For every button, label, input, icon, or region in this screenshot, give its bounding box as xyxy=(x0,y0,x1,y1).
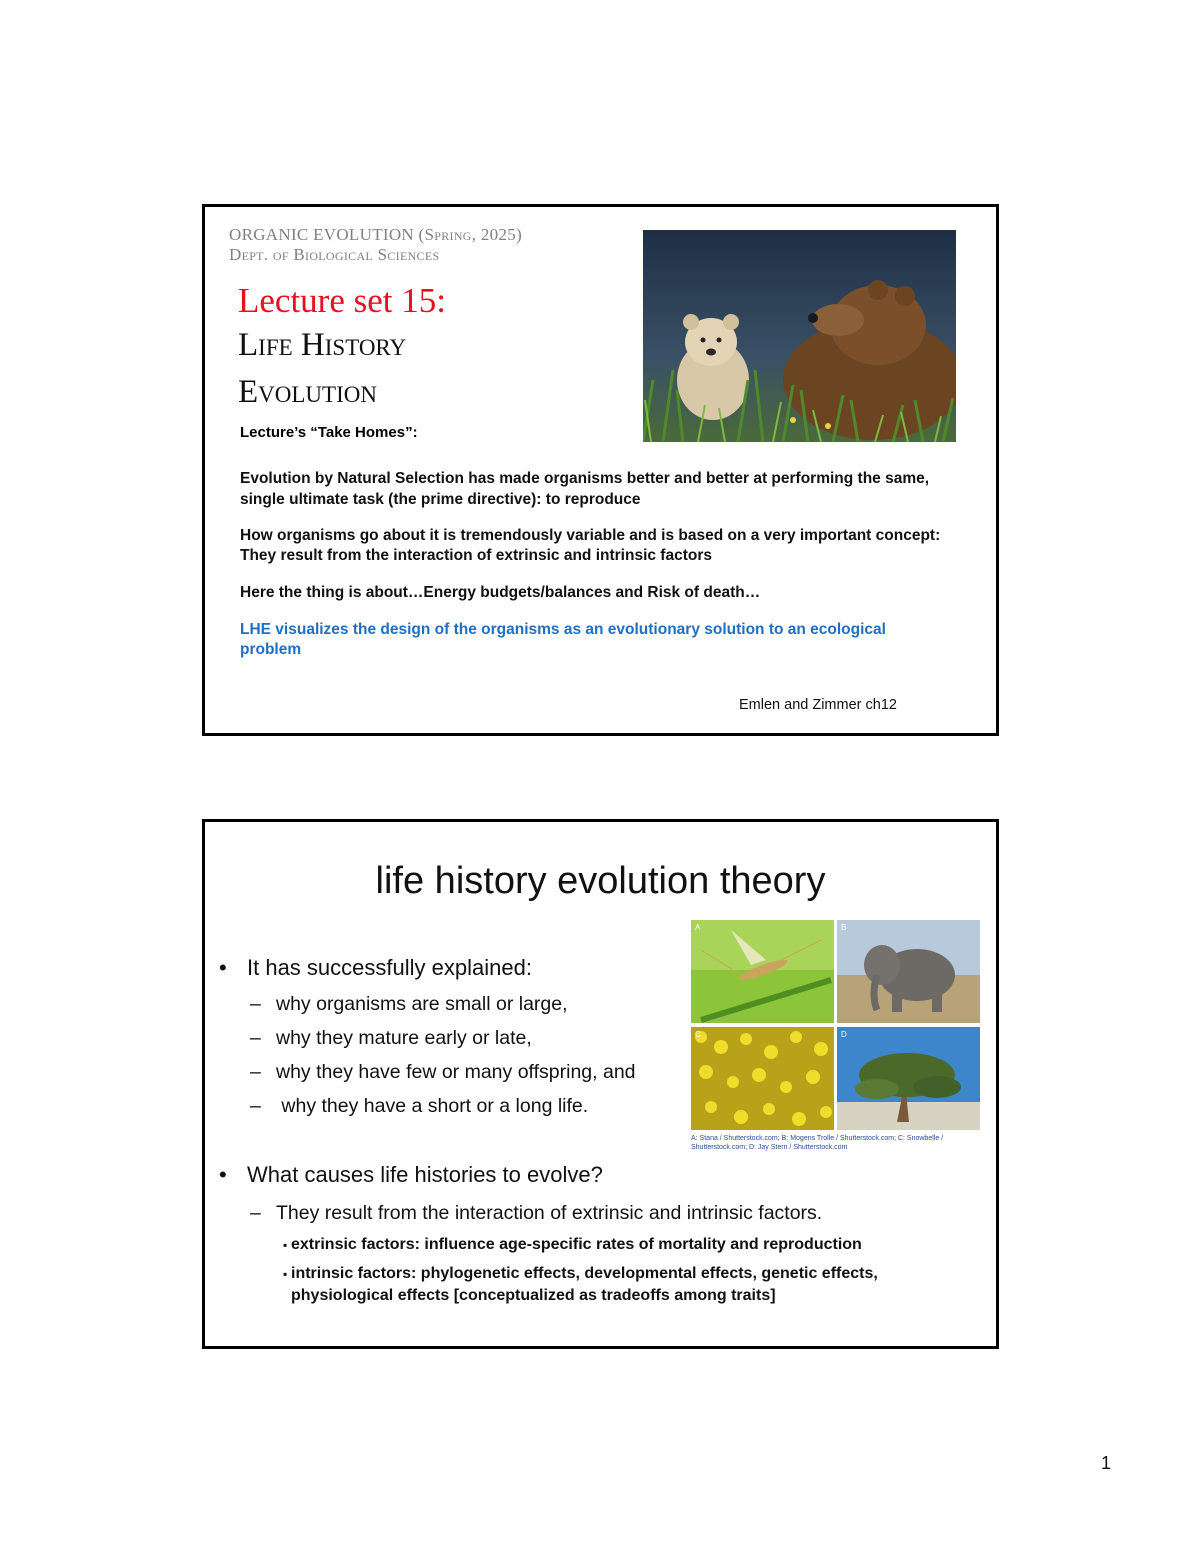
bear-illustration xyxy=(643,230,956,442)
bullet-glyph: • xyxy=(219,1162,227,1187)
sub-bullet-size xyxy=(250,993,568,1016)
square-glyph: ▪ xyxy=(283,1267,288,1281)
lecture-heading-line-2: Evolution xyxy=(238,374,377,410)
photo-label: A xyxy=(695,923,701,932)
sub-bullet-interaction xyxy=(250,1202,822,1225)
sub-sub-bullet-intrinsic xyxy=(283,1263,921,1307)
organism-photo-grid xyxy=(691,920,980,1130)
take-home-paragraph-3: Here the thing is about…Energy budgets/balances and Risk of death… xyxy=(240,584,761,601)
bullet-text: It has successfully explained: xyxy=(247,955,532,980)
bear-photo xyxy=(643,230,956,442)
slide-1 xyxy=(202,204,999,736)
sub-sub-bullet-extrinsic xyxy=(283,1234,931,1256)
page-number: 1 xyxy=(1101,1453,1112,1473)
bullet-glyph: • xyxy=(219,955,227,980)
take-home-paragraph-1: Evolution by Natural Selection has made organisms better and better at performing the same, single ultimate task (the prime directive): to reproduce xyxy=(240,470,930,508)
sub-bullet-text: why they mature early or late, xyxy=(276,1027,532,1049)
dash-glyph: – xyxy=(250,1202,261,1224)
sub-bullet-text: why they have a short or a long life. xyxy=(276,1095,589,1117)
sub-bullet-text: why organisms are small or large, xyxy=(276,993,568,1015)
elephant-photo xyxy=(837,920,980,1023)
sub-bullet-offspring xyxy=(250,1061,636,1084)
photo-label: D xyxy=(841,1030,847,1039)
photo-credit: A: Stana / Shutterstock.com; B: Mogens Trolle / Shutterstock.com; C: Snowbelle / Shutterstock.com; D: Jay Stern / Shutterstock.com xyxy=(691,1135,944,1151)
mayfly-photo xyxy=(691,920,834,1023)
dash-glyph: – xyxy=(250,1061,261,1083)
sub-sub-bullet-text: intrinsic factors: phylogenetic effects, developmental effects, genetic effects, physiological effects [conceptualized as tradeoffs among traits] xyxy=(291,1265,878,1304)
photo-label: C xyxy=(695,1030,701,1039)
sub-bullet-lifespan xyxy=(250,1095,588,1118)
dash-glyph: – xyxy=(250,993,261,1015)
dash-glyph: – xyxy=(250,1027,261,1049)
take-home-paragraph-4: LHE visualizes the design of the organisms as an evolutionary solution to an ecological problem xyxy=(240,621,886,658)
slide-title: life history evolution theory xyxy=(375,860,826,902)
flowers-photo xyxy=(691,1027,834,1130)
sub-bullet-text: why they have few or many offspring, and xyxy=(276,1061,636,1083)
tree-photo xyxy=(837,1027,980,1130)
bullet-text: What causes life histories to evolve? xyxy=(247,1162,603,1187)
sub-sub-bullet-text: extrinsic factors: influence age-specific rates of mortality and reproduction xyxy=(291,1236,862,1253)
slide-2 xyxy=(202,819,999,1349)
bullet-explained xyxy=(219,955,532,981)
sub-bullet-maturity xyxy=(250,1027,532,1050)
lecture-label: Lecture set 15: xyxy=(238,281,446,320)
bullet-causes xyxy=(219,1162,603,1188)
photo-label: B xyxy=(841,923,847,932)
lecture-heading-line-1: Life History xyxy=(238,327,407,363)
square-glyph: ▪ xyxy=(283,1238,288,1252)
sub-bullet-text: They result from the interaction of extrinsic and intrinsic factors. xyxy=(276,1202,823,1224)
dash-glyph: – xyxy=(250,1095,261,1117)
citation: Emlen and Zimmer ch12 xyxy=(739,697,897,713)
course-title: ORGANIC EVOLUTION (Spring, 2025) xyxy=(229,225,523,244)
take-home-paragraph-2: How organisms go about it is tremendously variable and is based on a very important concept: They result from the interaction of extrinsic and intrinsic factors xyxy=(240,527,941,564)
take-homes-label: Lecture’s “Take Homes”: xyxy=(240,424,418,441)
course-department: Dept. of Biological Sciences xyxy=(229,245,440,264)
